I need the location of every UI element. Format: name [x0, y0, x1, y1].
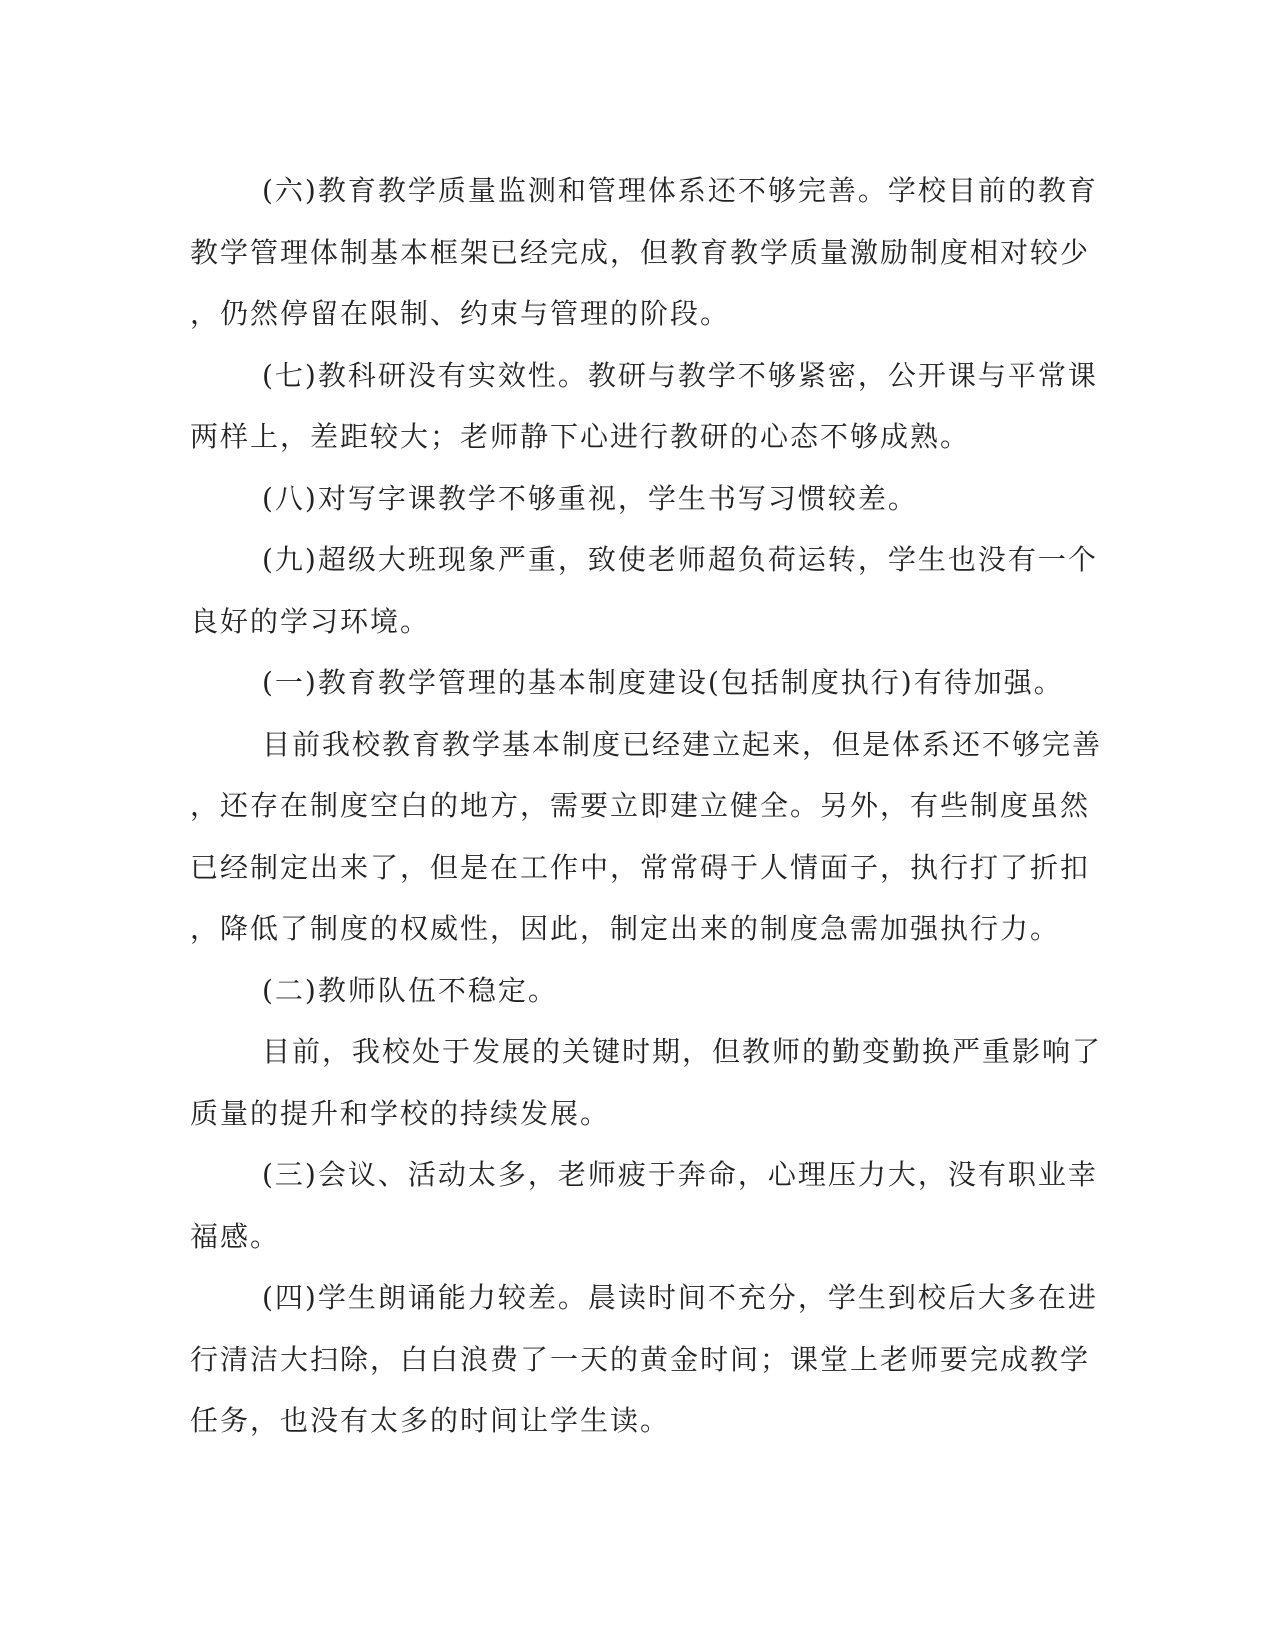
document-body — [190, 160, 1103, 1452]
text-line: (二)教师队伍不稳定。 — [262, 973, 558, 1007]
text-line: (一)教育教学管理的基本制度建设(包括制度执行)有待加强。 — [262, 666, 1064, 699]
text-line: 教学管理体制基本框架已经完成，但教育教学质量激励制度相对较少 — [190, 235, 1091, 269]
text-line: (三)会议、活动太多，老师疲于奔命，心理压力大，没有职业幸 — [262, 1158, 1098, 1191]
text-line: (六)教育教学质量监测和管理体系还不够完善。学校目前的教育 — [262, 174, 1098, 207]
text-line: (七)教科研没有实效性。教研与教学不够紧密，公开课与平常课 — [262, 358, 1098, 392]
text-line: 任务，也没有太多的时间让学生读。 — [190, 1404, 671, 1437]
text-line: 质量的提升和学校的持续发展。 — [190, 1096, 611, 1130]
text-line: 行清洁大扫除，白白浪费了一天的黄金时间；课堂上老师要完成教学 — [190, 1342, 1091, 1376]
text-line: 两样上，差距较大；老师静下心进行教研的心态不够成熟。 — [190, 420, 971, 453]
text-line: (八)对写字课教学不够重视，学生书写习惯较差。 — [262, 481, 918, 515]
text-line: 目前，我校处于发展的关键时期，但教师的勤变勤换严重影响了 — [262, 1035, 1103, 1068]
text-line: ，降低了制度的权威性，因此，制定出来的制度急需加强执行力。 — [190, 912, 1061, 945]
text-line: ，仍然停留在限制、约束与管理的阶段。 — [190, 297, 731, 330]
text-line: 目前我校教育教学基本制度已经建立起来，但是体系还不够完善 — [262, 727, 1103, 761]
text-line: 良好的学习环境。 — [190, 604, 431, 638]
text-line: ，还存在制度空白的地方，需要立即建立健全。另外，有些制度虽然 — [190, 789, 1091, 822]
text-line: 福感。 — [190, 1219, 281, 1253]
text-line: (四)学生朗诵能力较差。晨读时间不充分，学生到校后大多在进 — [262, 1281, 1098, 1314]
text-line: (九)超级大班现象严重，致使老师超负荷运转，学生也没有一个 — [262, 543, 1098, 576]
text-line: 已经制定出来了，但是在工作中，常常碍于人情面子，执行打了折扣 — [190, 850, 1091, 884]
